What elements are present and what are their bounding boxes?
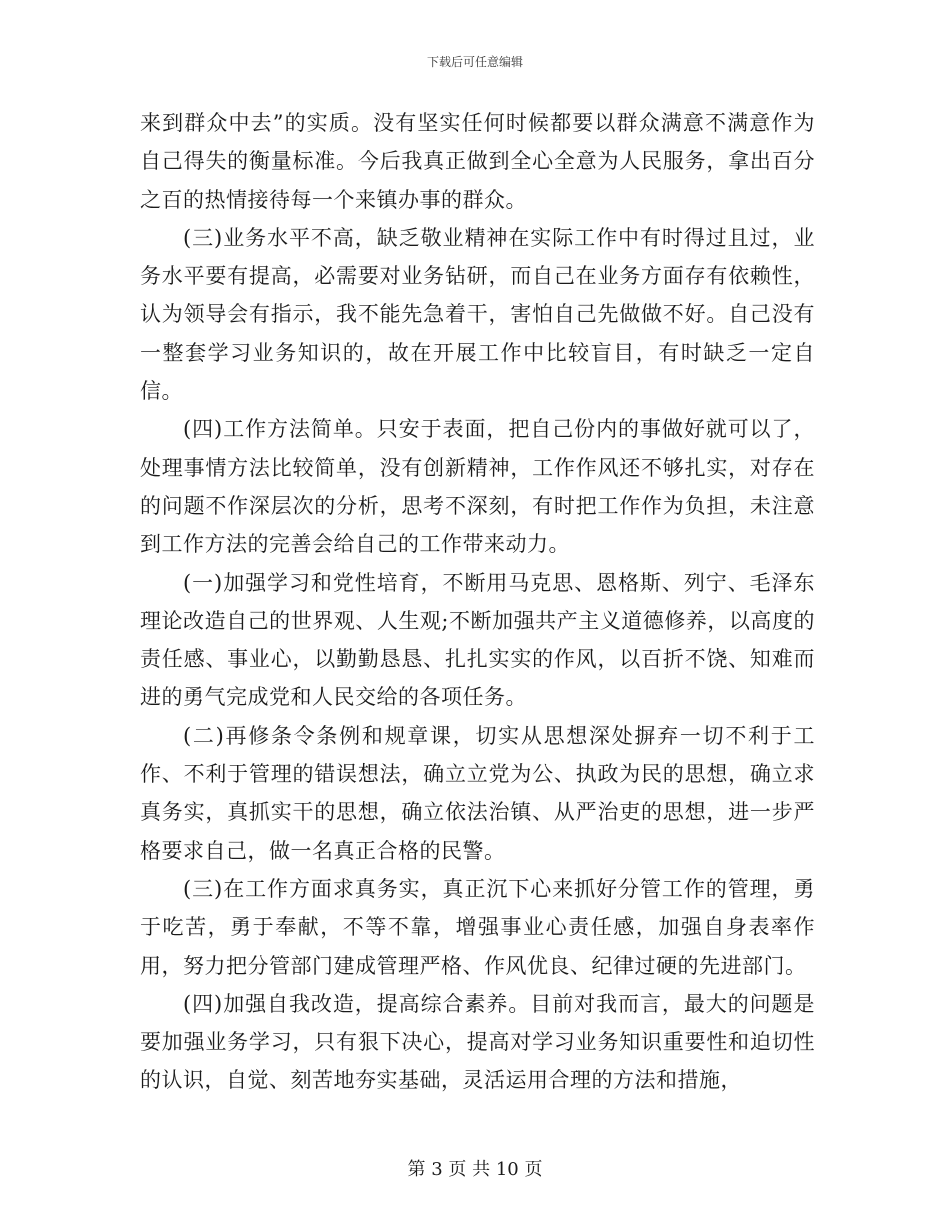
page-number-footer: 第 3 页 共 10 页 xyxy=(407,1159,543,1180)
document-body xyxy=(140,104,815,1100)
page-header: 下载后可任意编辑 xyxy=(426,55,523,69)
paragraph-2: (三)业务水平不高，缺乏敬业精神在实际工作中有时得过且过，业务水平要有提高，必需要对业务钻研，而自己在业务方面存有依赖性，认为领导会有指示，我不能先急着干，害怕自己先做做不好。自己没有一整套学习业务知识的，故在开展工作中比较盲目，有时缺乏一定自信。 xyxy=(140,225,815,404)
paragraph-1: 来到群众中去”的实质。没有坚实任何时候都要以群众满意不满意作为自己得失的衡量标准。今后我真正做到全心全意为人民服务，拿出百分之百的热情接待每一个来镇办事的群众。 xyxy=(140,111,815,212)
paragraph-5: (二)再修条令条例和规章课，切实从思想深处摒弃一切不利于工作、不利于管理的错误想法，确立立党为公、执政为民的思想，确立求真务实，真抓实干的思想，确立依法治镇、从严治吏的思想，进一步严格要求自己，做一名真正合格的民警。 xyxy=(140,723,815,863)
paragraph-7: (四)加强自我改造，提高综合素养。目前对我而言，最大的问题是要加强业务学习，只有狠下决心，提高对学习业务知识重要性和迫切性的认识，自觉、刻苦地夯实基础，灵活运用合理的方法和措施， xyxy=(140,991,815,1093)
paragraph-3: (四)工作方法简单。只安于表面，把自己份内的事做好就可以了，处理事情方法比较简单，没有创新精神，工作作风还不够扎实，对存在的问题不作深层次的分析，思考不深刻，有时把工作作为负担，未注意到工作方法的完善会给自己的工作带来动力。 xyxy=(140,417,815,557)
paragraph-4: (一)加强学习和党性培育，不断用马克思、恩格斯、列宁、毛泽东理论改造自己的世界观、人生观;不断加强共产主义道德修养，以高度的责任感、事业心，以勤勤恳恳、扎扎实实的作风，以百折不饶、知难而进的勇气完成党和人民交给的各项任务。 xyxy=(140,570,815,710)
paragraph-6: (三)在工作方面求真务实，真正沉下心来抓好分管工作的管理，勇于吃苦，勇于奉献，不等不靠，增强事业心责任感，加强自身表率作用，努力把分管部门建成管理严格、作风优良、纪律过硬的先进部门。 xyxy=(140,876,815,978)
